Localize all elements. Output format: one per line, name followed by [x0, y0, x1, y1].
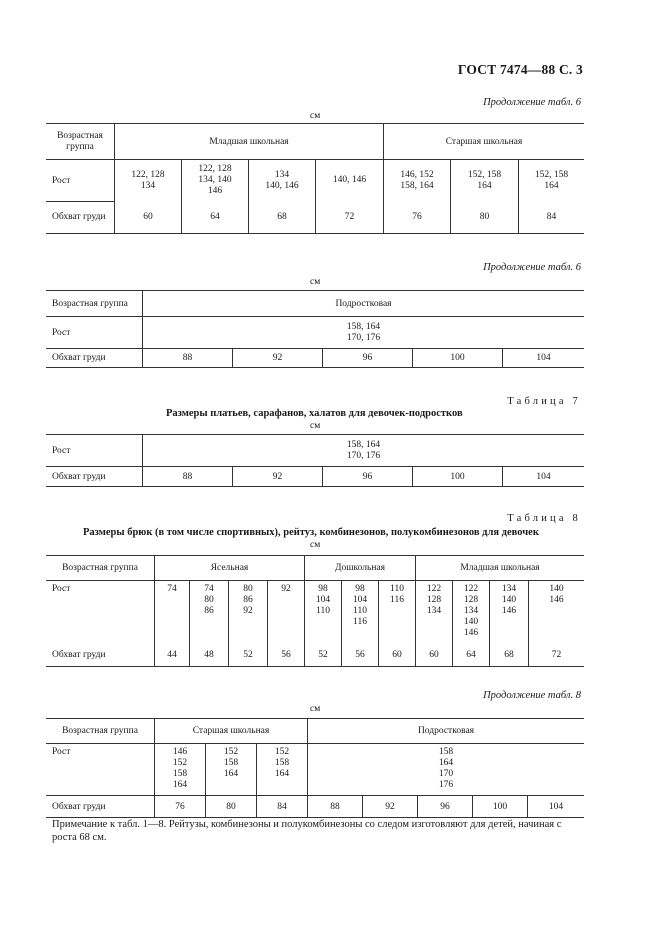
group-nursery: Ясельная [155, 556, 305, 581]
height-cell: 80 86 92 [229, 581, 268, 645]
group-header: Возрастная группа [46, 124, 115, 160]
size-table-8b [46, 718, 584, 818]
group-header: Возрастная группа [46, 719, 155, 744]
row-label-height: Рост [46, 160, 115, 202]
height-cell: 122, 128 134, 140 146 [182, 160, 249, 202]
page-header: ГОСТ 7474—88 С. 3 [457, 62, 583, 77]
unit-label: см [310, 277, 321, 287]
row-label-chest: Обхват груди [46, 467, 143, 487]
row-label-height: Рост [46, 317, 143, 349]
height-cell: 140 146 [549, 584, 564, 605]
height-cell: 134 140 146 [490, 581, 529, 645]
height-cell: 122, 128 134 [115, 160, 182, 202]
chest-cell: 88 [143, 349, 233, 368]
chest-cell: 80 [206, 796, 257, 818]
group-senior: Старшая школьная [155, 719, 308, 744]
chest-cell: 68 [490, 645, 529, 667]
height-cell: 134 140, 146 [249, 160, 316, 202]
group-header: Возрастная группа [46, 556, 155, 581]
group-junior: Младшая школьная [416, 556, 585, 581]
continuation-label: Продолжение табл. 6 [483, 262, 581, 273]
height-cell: 158, 164 170, 176 [143, 435, 585, 467]
chest-cell: 72 [316, 202, 384, 234]
unit-label: см [310, 704, 321, 714]
chest-cell: 104 [536, 353, 551, 363]
chest-cell: 44 [155, 645, 190, 667]
chest-cell: 96 [418, 796, 473, 818]
continuation-label: Продолжение табл. 6 [483, 97, 581, 108]
chest-cell: 56 [342, 645, 379, 667]
height-cell: 152 158 164 [257, 744, 308, 796]
height-cell: 98 104 110 [305, 581, 342, 645]
group-junior: Младшая школьная [115, 124, 384, 160]
group-teen: Подростковая [308, 719, 585, 744]
continuation-label: Продолжение табл. 8 [483, 690, 581, 701]
height-cell: 92 [268, 581, 305, 645]
group-preschool: Дошкольная [305, 556, 416, 581]
chest-cell: 88 [143, 467, 233, 487]
chest-cell: 100 [473, 796, 528, 818]
chest-cell: 64 [453, 645, 490, 667]
chest-cell: 92 [233, 349, 323, 368]
chest-cell: 52 [305, 645, 342, 667]
row-label-chest: Обхват груди [46, 796, 155, 818]
size-table-6a [46, 123, 584, 234]
chest-cell: 104 [528, 796, 585, 818]
row-label-chest: Обхват груди [46, 349, 143, 368]
chest-cell: 96 [323, 349, 413, 368]
group-header: Возрастная группа [46, 291, 143, 317]
height-cell: 146, 152 158, 164 [384, 160, 451, 202]
row-label-height: Рост [46, 581, 155, 645]
table-label: Таблица 8 [507, 513, 581, 524]
chest-cell: 76 [384, 202, 451, 234]
height-cell: 152 158 164 [206, 744, 257, 796]
chest-cell: 88 [308, 796, 363, 818]
row-label-chest: Обхват груди [46, 202, 115, 234]
size-table-7 [46, 434, 584, 487]
unit-label: см [310, 540, 321, 550]
chest-cell: 104 [536, 471, 551, 482]
chest-cell: 60 [379, 645, 416, 667]
chest-cell: 80 [451, 202, 519, 234]
chest-cell: 52 [229, 645, 268, 667]
chest-cell: 60 [416, 645, 453, 667]
chest-cell: 64 [182, 202, 249, 234]
size-table-6b [46, 290, 584, 368]
row-label-chest: Обхват груди [46, 645, 155, 667]
group-senior: Старшая школьная [384, 124, 585, 160]
height-cell: 110 116 [379, 581, 416, 645]
height-cell: 98 104 110 116 [342, 581, 379, 645]
unit-label: см [310, 421, 321, 431]
row-label-height: Рост [46, 744, 155, 796]
height-cell: 152, 158 164 [451, 160, 519, 202]
table-title: Размеры платьев, сарафанов, халатов для девочек-подростков [166, 408, 463, 419]
chest-cell: 68 [249, 202, 316, 234]
table-title: Размеры брюк (в том числе спортивных), рейтуз, комбинезонов, полукомбинезонов для девочек [83, 527, 539, 538]
height-cell: 158, 164 170, 176 [143, 317, 585, 349]
height-cell: 74 [155, 581, 190, 645]
chest-cell: 84 [546, 212, 557, 223]
row-label-height: Рост [46, 435, 143, 467]
height-cell: 152, 158 164 [534, 169, 569, 191]
chest-cell: 84 [257, 796, 308, 818]
height-cell: 140, 146 [316, 160, 384, 202]
height-cell: 146 152 158 164 [155, 744, 206, 796]
chest-cell: 96 [323, 467, 413, 487]
chest-cell: 72 [551, 650, 562, 661]
chest-cell: 100 [413, 349, 503, 368]
size-table-8 [46, 555, 584, 667]
unit-label: см [310, 111, 321, 121]
chest-cell: 92 [363, 796, 418, 818]
table-note: Примечание к табл. 1—8. Рейтузы, комбинезоны и полукомбинезоны со следом изготовляют для детей, начиная с роста 68 см. [52, 819, 562, 843]
chest-cell: 76 [155, 796, 206, 818]
chest-cell: 60 [115, 202, 182, 234]
height-cell: 122 128 134 [416, 581, 453, 645]
chest-cell: 56 [268, 645, 305, 667]
chest-cell: 100 [413, 467, 503, 487]
group-teen: Подростковая [143, 291, 585, 317]
height-cell: 158 164 170 176 [438, 747, 454, 790]
table-label: Таблица 7 [507, 396, 581, 407]
height-cell: 74 80 86 [190, 581, 229, 645]
height-cell: 122 128 134 140 146 [453, 581, 490, 645]
chest-cell: 92 [233, 467, 323, 487]
chest-cell: 48 [190, 645, 229, 667]
